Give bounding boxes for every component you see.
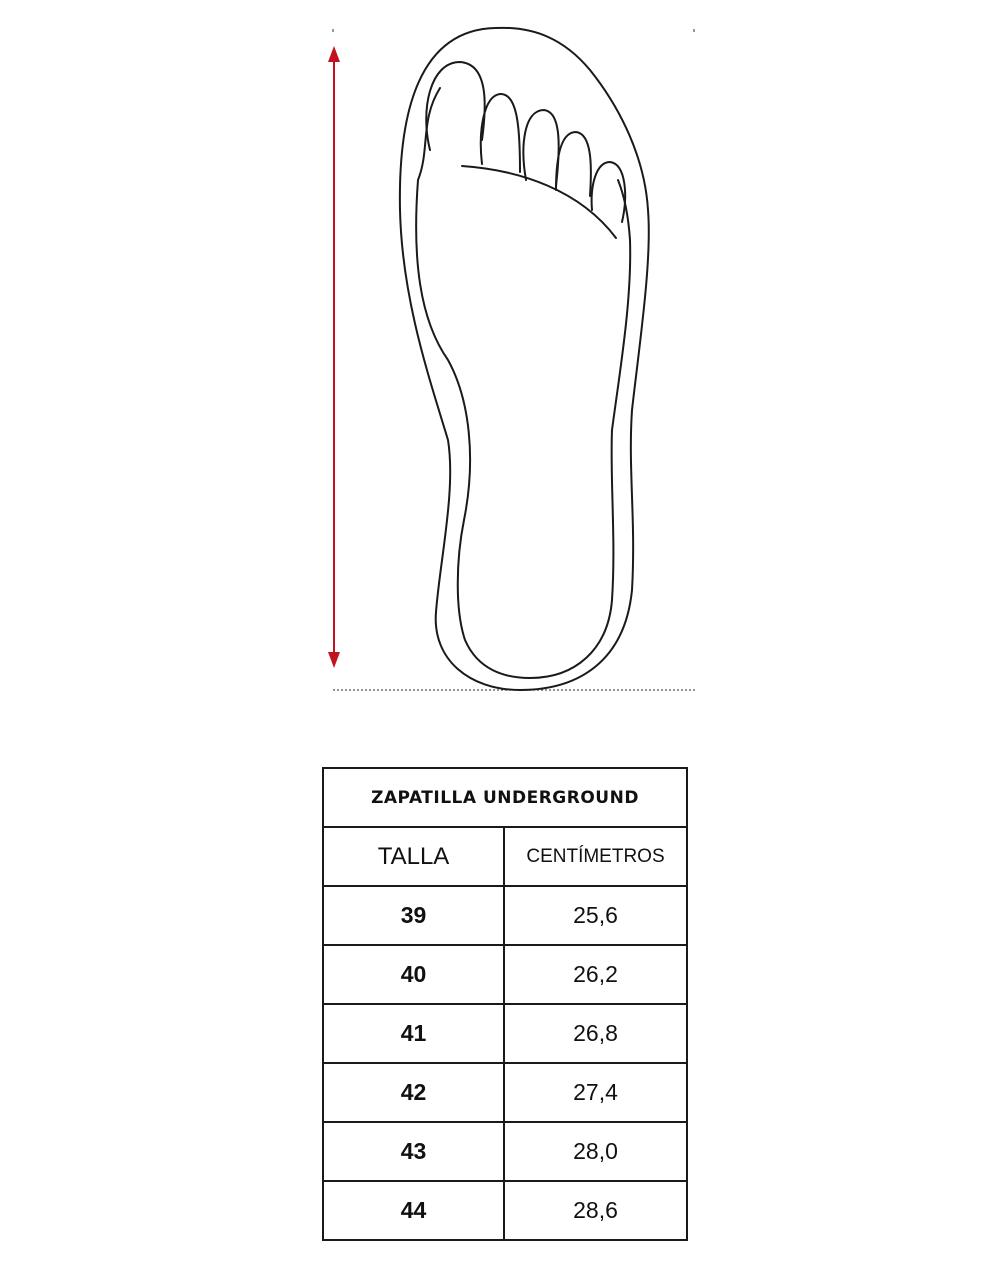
toe-5-outline — [592, 162, 625, 222]
header-centimeters: CENTÍMETROS — [504, 827, 687, 886]
centimeters-value: 28,6 — [504, 1181, 687, 1240]
table-row — [323, 1122, 687, 1181]
centimeters-value: 26,2 — [504, 945, 687, 1004]
table-title-row — [323, 768, 687, 827]
centimeters-value: 27,4 — [504, 1063, 687, 1122]
size-value: 43 — [323, 1122, 504, 1181]
centimeters-value: 26,8 — [504, 1004, 687, 1063]
table-row — [323, 886, 687, 945]
centimeters-value: 28,0 — [504, 1122, 687, 1181]
foot-outline-icon — [400, 28, 649, 690]
header-size: TALLA — [323, 827, 504, 886]
big-toe-outline — [426, 62, 484, 150]
size-value: 44 — [323, 1181, 504, 1240]
outer-sole-outline — [400, 28, 649, 690]
measurement-guides — [333, 29, 695, 690]
size-value: 39 — [323, 886, 504, 945]
table-row — [323, 945, 687, 1004]
table-row — [323, 1181, 687, 1240]
toe-4-outline — [556, 132, 591, 196]
toe-3-outline — [523, 110, 558, 186]
size-value: 41 — [323, 1004, 504, 1063]
table-title: ZAPATILLA UNDERGROUND — [323, 768, 687, 827]
size-chart-table — [322, 767, 688, 1241]
table-header-row — [323, 827, 687, 886]
table-row — [323, 1063, 687, 1122]
size-value: 42 — [323, 1063, 504, 1122]
vertical-double-arrow-icon — [328, 46, 340, 668]
ball-crease-line — [462, 166, 616, 238]
toe-2-outline — [481, 94, 520, 172]
size-value: 40 — [323, 945, 504, 1004]
centimeters-value: 25,6 — [504, 886, 687, 945]
table-row — [323, 1004, 687, 1063]
size-chart-body — [323, 768, 687, 1240]
